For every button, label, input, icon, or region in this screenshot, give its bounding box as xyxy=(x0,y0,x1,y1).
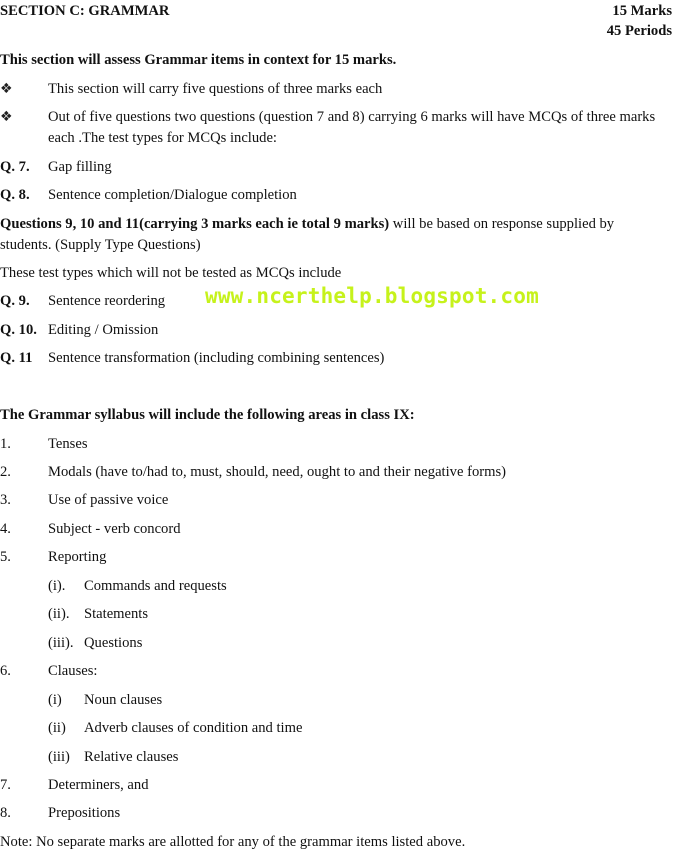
question-type: Sentence completion/Dialogue completion xyxy=(48,187,297,203)
question-number: Q. 9. xyxy=(0,293,30,309)
item-text: Tenses xyxy=(48,436,88,452)
four-diamond-bullet-icon: ❖ xyxy=(0,109,13,125)
subitem-text: Adverb clauses of condition and time xyxy=(84,720,303,736)
subitem-number: (iii). xyxy=(48,635,74,651)
subitem-text: Relative clauses xyxy=(84,749,179,765)
subitem-number: (i) xyxy=(48,692,62,708)
item-number: 3. xyxy=(0,492,11,508)
item-number: 8. xyxy=(0,805,11,821)
subitem-text: Commands and requests xyxy=(84,578,227,594)
item-text: Use of passive voice xyxy=(48,492,169,508)
subitem-number: (iii) xyxy=(48,749,70,765)
not-mcq-line: These test types which will not be tested as MCQs include xyxy=(0,265,342,281)
section-title: SECTION C: GRAMMAR xyxy=(0,3,170,19)
item-number: 6. xyxy=(0,663,11,679)
periods-label: 45 Periods xyxy=(606,23,672,39)
four-diamond-bullet-icon: ❖ xyxy=(0,81,13,97)
item-text: Subject - verb concord xyxy=(48,521,181,537)
question-number: Q. 7. xyxy=(0,159,30,175)
bullet-text: This section will carry five questions of three marks each xyxy=(48,81,383,97)
supply-paragraph-bold: Questions 9, 10 and 11(carrying 3 marks each ie total 9 marks) xyxy=(0,216,390,232)
item-number: 1. xyxy=(0,436,11,452)
supply-paragraph-line2: students. (Supply Type Questions) xyxy=(0,237,201,253)
marks-label: 15 Marks xyxy=(612,3,672,19)
item-number: 2. xyxy=(0,464,11,480)
item-text: Clauses: xyxy=(48,663,98,679)
subitem-number: (ii). xyxy=(48,606,70,622)
footer-note: Note: No separate marks are allotted for any of the grammar items listed above. xyxy=(0,834,466,850)
assessment-line: This section will assess Grammar items in context for 15 marks. xyxy=(0,52,397,68)
item-number: 5. xyxy=(0,549,11,565)
supply-paragraph-line1 xyxy=(0,215,614,233)
subitem-text: Questions xyxy=(84,635,143,651)
item-text: Modals (have to/had to, must, should, need, ought to and their negative forms) xyxy=(48,464,506,480)
item-text: Reporting xyxy=(48,549,107,565)
question-number: Q. 8. xyxy=(0,187,30,203)
item-number: 4. xyxy=(0,521,11,537)
item-number: 7. xyxy=(0,777,11,793)
item-text: Prepositions xyxy=(48,805,121,821)
bullet-text-continued: each .The test types for MCQs include: xyxy=(48,130,277,146)
subitem-number: (i). xyxy=(48,578,66,594)
supply-paragraph-rest: will be based on response supplied by xyxy=(389,216,615,232)
bullet-text: Out of five questions two questions (question 7 and 8) carrying 6 marks will have MCQs of three marks xyxy=(48,109,656,125)
subitem-text: Noun clauses xyxy=(84,692,163,708)
question-type: Editing / Omission xyxy=(48,322,159,338)
watermark: www.ncerthelp.blogspot.com xyxy=(205,284,539,308)
subitem-number: (ii) xyxy=(48,720,66,736)
syllabus-heading: The Grammar syllabus will include the following areas in class IX: xyxy=(0,407,415,423)
question-type: Sentence reordering xyxy=(48,293,166,309)
question-type: Sentence transformation (including combining sentences) xyxy=(48,350,385,366)
subitem-text: Statements xyxy=(84,606,149,622)
item-text: Determiners, and xyxy=(48,777,149,793)
question-type: Gap filling xyxy=(48,159,112,175)
question-number: Q. 10. xyxy=(0,322,37,338)
question-number: Q. 11 xyxy=(0,350,33,366)
